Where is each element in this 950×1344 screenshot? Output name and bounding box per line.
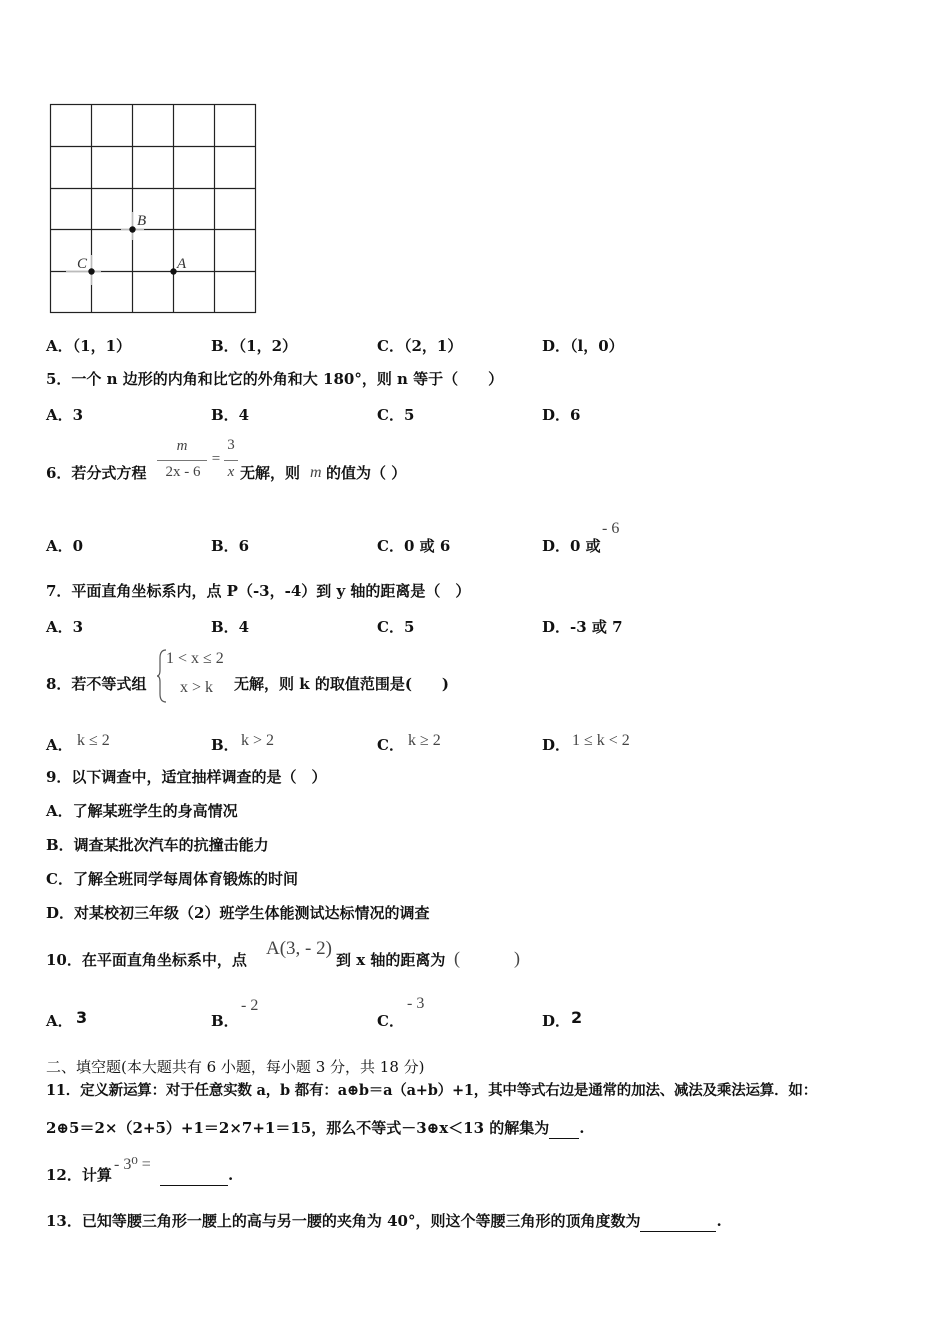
- grid-figure: [46, 100, 261, 318]
- q6-prefix: 6．若分式方程: [46, 464, 147, 482]
- q8-suffix: 无解，则 k 的取值范围是( ): [234, 675, 450, 693]
- q12-math: - 3⁰ =: [114, 1156, 151, 1173]
- q11-line2-wrap: [46, 1118, 585, 1139]
- q10-option-d-math: 2: [571, 1008, 583, 1027]
- q10-option-a-math: 3: [76, 1008, 88, 1027]
- q11-line1: 11．定义新运算：对于任意实数 a，b 都有：a⊕b＝a（a+b）+1，其中等式右边是通常的加法、减法及乘法运算．如：: [46, 1082, 818, 1099]
- q6-suffix-a: 无解，则: [240, 464, 301, 482]
- q4-option-a: A．（1，1）: [46, 337, 132, 355]
- q10-option-c-label: C．: [377, 1012, 404, 1030]
- label-c: C: [77, 256, 88, 272]
- q9-option-a: A．了解某班学生的身高情况: [46, 802, 238, 820]
- q6-option-d: D．0 或: [542, 537, 601, 555]
- q13-wrap: [46, 1211, 722, 1232]
- q8-option-d-math: 1 ≤ k < 2: [572, 732, 630, 749]
- label-a: A: [177, 256, 187, 272]
- q6-option-a: A．0: [46, 537, 84, 555]
- q6-frac2-numerator: 3: [227, 437, 235, 453]
- q6-suffix-b: 的值为（ ）: [326, 464, 407, 482]
- q10-prefix: 10．在平面直角坐标系中，点: [46, 951, 247, 969]
- q6-frac1-denominator: 2x - 6: [165, 464, 201, 480]
- q7-option-a: A．3: [46, 618, 84, 636]
- label-b: B: [137, 213, 147, 229]
- q10-point: A(3, - 2): [266, 938, 332, 959]
- q10-option-b-label: B．: [211, 1012, 239, 1030]
- q10-option-a-label: A．: [46, 1012, 73, 1030]
- grid-lines: [51, 105, 256, 313]
- q7-option-b: B．4: [211, 618, 250, 636]
- q8-option-c-label: C．: [377, 736, 404, 754]
- q7-option-c: C．5: [377, 618, 415, 636]
- q8-option-b-math: k > 2: [241, 732, 275, 749]
- point-c: [88, 268, 94, 274]
- q9-option-c: C．了解全班同学每周体育锻炼的时间: [46, 870, 298, 888]
- q8-option-d-label: D．: [542, 736, 571, 754]
- q10-option-b-math: - 2: [241, 997, 259, 1014]
- q5-option-d: D．6: [542, 406, 581, 424]
- point-b: [129, 226, 135, 232]
- q7-option-d: D．-3 或 7: [542, 618, 623, 636]
- q10-suffix: 到 x 轴的距离为: [336, 951, 446, 969]
- q5-stem: 5．一个 n 边形的内角和比它的外角和大 180°，则 n 等于（ ）: [46, 370, 504, 388]
- q9-option-b: B．调查某批次汽车的抗撞击能力: [46, 836, 269, 854]
- q7-stem: 7．平面直角坐标系内，点 P（-3，-4）到 y 轴的距离是（ ）: [46, 582, 471, 600]
- q12-prefix: 12．计算: [46, 1166, 112, 1184]
- q6-var-m: m: [310, 464, 322, 481]
- q13-stem: 13．已知等腰三角形一腰上的高与另一腰的夹角为 40°，则这个等腰三角形的顶角度数为: [46, 1212, 641, 1230]
- q11-end: .: [579, 1119, 585, 1137]
- q6-frac1-bar: [157, 460, 207, 461]
- q12-end: .: [228, 1166, 234, 1184]
- q4-option-c: C．（2，1）: [377, 337, 463, 355]
- q10-option-d-label: D．: [542, 1012, 571, 1030]
- q9-stem: 9．以下调查中，适宜抽样调查的是（ ）: [46, 768, 327, 786]
- q11-answer-blank: [549, 1118, 579, 1139]
- q10-paren: ( ): [454, 948, 520, 968]
- q11-line2: 2⊕5＝2×（2+5）+1＝2×7+1＝15，那么不等式－3⊕x＜13 的解集为: [46, 1119, 550, 1137]
- q6-frac2-denominator: x: [227, 464, 235, 480]
- q12-blank-wrap: [160, 1165, 233, 1186]
- q6-frac2-bar: [224, 460, 238, 461]
- q6-equals: =: [211, 451, 221, 467]
- point-a: [170, 268, 176, 274]
- q8-row1: 1 < x ≤ 2: [166, 650, 224, 667]
- q4-option-d: D．（l，0）: [542, 337, 624, 355]
- q5-option-c: C．5: [377, 406, 415, 424]
- q8-option-a-label: A．: [46, 736, 73, 754]
- q13-answer-blank: [640, 1211, 716, 1232]
- q13-end: .: [716, 1212, 722, 1230]
- q4-option-b: B．（1，2）: [211, 337, 298, 355]
- section2-title: 二、填空题(本大题共有 6 小题，每小题 3 分，共 18 分): [46, 1058, 425, 1076]
- q6-option-d-math: - 6: [602, 520, 620, 537]
- q12-answer-blank: [160, 1165, 228, 1186]
- q6-option-c: C．0 或 6: [377, 537, 451, 555]
- q10-option-c-math: - 3: [407, 995, 425, 1012]
- q8-prefix: 8．若不等式组: [46, 675, 147, 693]
- q5-option-b: B．4: [211, 406, 250, 424]
- q6-frac1-numerator: m: [176, 438, 188, 454]
- q8-option-a-math: k ≤ 2: [77, 732, 110, 749]
- q6-option-b: B．6: [211, 537, 250, 555]
- q8-row2: x > k: [180, 679, 214, 696]
- q8-option-c-math: k ≥ 2: [408, 732, 441, 749]
- q9-option-d: D．对某校初三年级（2）班学生体能测试达标情况的调查: [46, 904, 430, 922]
- q5-option-a: A．3: [46, 406, 84, 424]
- q8-option-b-label: B．: [211, 736, 239, 754]
